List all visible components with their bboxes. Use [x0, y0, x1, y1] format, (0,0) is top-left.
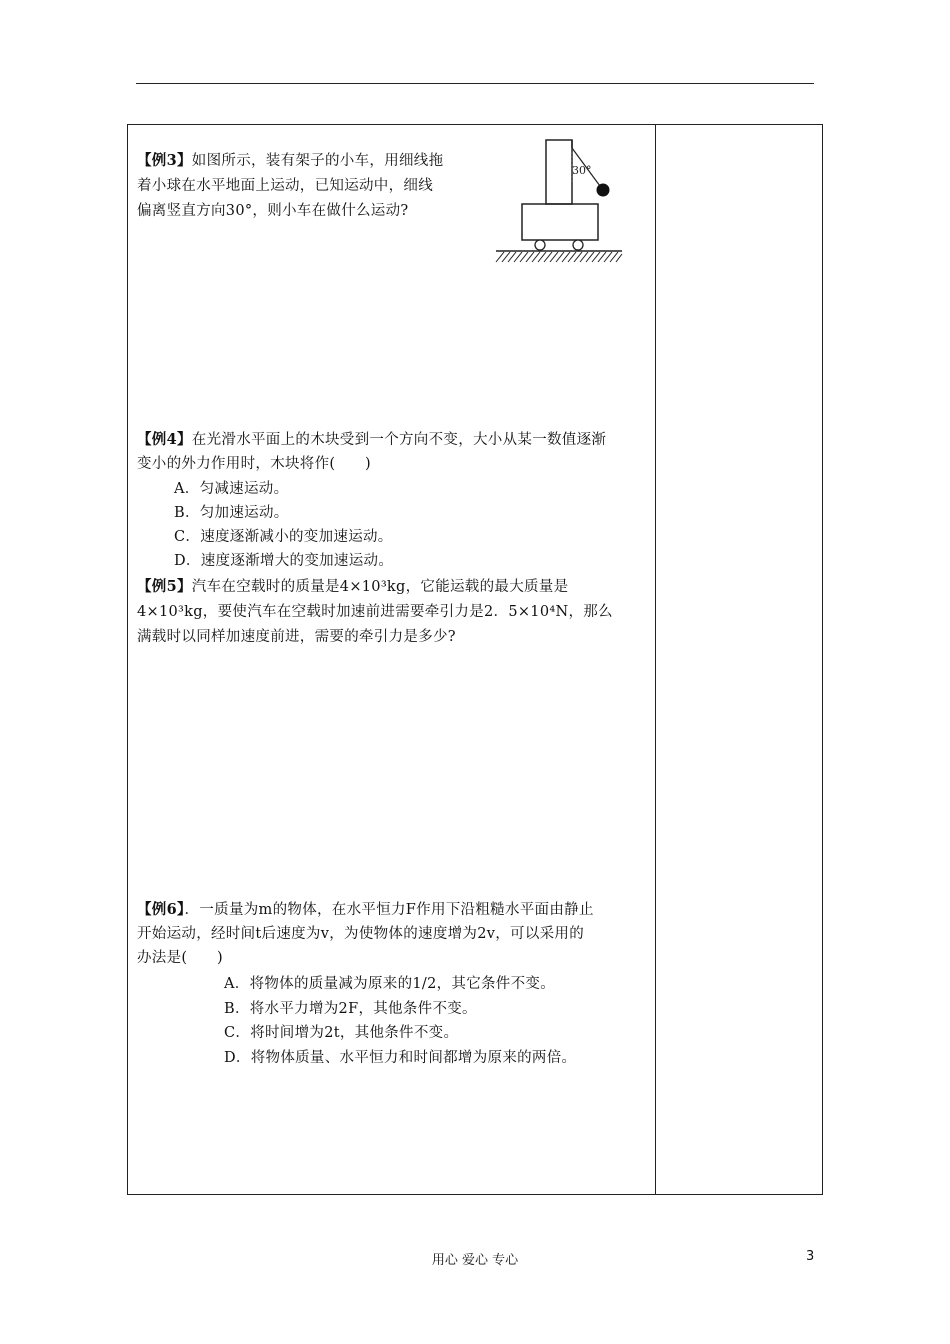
ball	[597, 184, 610, 197]
example-6-line-1: 【例6】．一质量为m的物体，在水平恒力F作用下沿粗糙水平面由静止	[137, 901, 594, 918]
example-6-option-d: D．将物体质量、水平恒力和时间都增为原来的两倍。	[224, 1050, 577, 1066]
example-6-option-b: B．将水平力增为2F，其他条件不变。	[224, 1001, 477, 1017]
cart-frame-post	[546, 140, 572, 204]
example-6-line-3: 办法是( )	[137, 950, 223, 966]
example-6-option-c: C．将时间增为2t，其他条件不变。	[224, 1025, 459, 1041]
example-4-line-2: 变小的外力作用时，木块将作( )	[137, 456, 371, 472]
wheel-right	[573, 240, 583, 250]
example-4-line-1: 【例4】在光滑水平面上的木块受到一个方向不变，大小从某一数值逐渐	[137, 431, 607, 448]
header-rule	[136, 83, 814, 84]
cart-pendulum-figure	[492, 136, 626, 268]
footer-motto: 用心 爱心 专心	[431, 1253, 519, 1268]
example-5-line-2: 4×10³kg，要使汽车在空载时加速前进需要牵引力是2．5×10⁴N，那么	[137, 604, 613, 620]
wheel-left	[535, 240, 545, 250]
ground-hatching	[496, 252, 622, 262]
page-number: 3	[806, 1249, 815, 1264]
example-6-option-a: A．将物体的质量减为原来的1/2，其它条件不变。	[224, 976, 556, 992]
notes-column-divider	[655, 124, 656, 1195]
example-3-line-3: 偏离竖直方向30°，则小车在做什么运动?	[137, 203, 409, 219]
example-3-line-2: 着小球在水平地面上运动，已知运动中，细线	[137, 178, 433, 194]
example-4-option-c: C．速度逐渐减小的变加速运动。	[174, 529, 393, 545]
example-4-option-d: D．速度逐渐增大的变加速运动。	[174, 553, 394, 569]
example-3-line-1: 【例3】如图所示，装有架子的小车，用细线拖	[137, 152, 444, 169]
cart-body	[522, 204, 598, 240]
angle-label: 30°	[572, 164, 592, 177]
example-4-option-a: A．匀减速运动。	[174, 481, 289, 497]
example-5-line-1: 【例5】汽车在空载时的质量是4×10³kg，它能运载的最大质量是	[137, 578, 569, 595]
example-4-option-b: B．匀加速运动。	[174, 505, 289, 521]
example-6-line-2: 开始运动，经时间t后速度为v，为使物体的速度增为2v，可以采用的	[137, 926, 585, 942]
example-5-line-3: 满载时以同样加速度前进，需要的牵引力是多少?	[137, 629, 456, 645]
